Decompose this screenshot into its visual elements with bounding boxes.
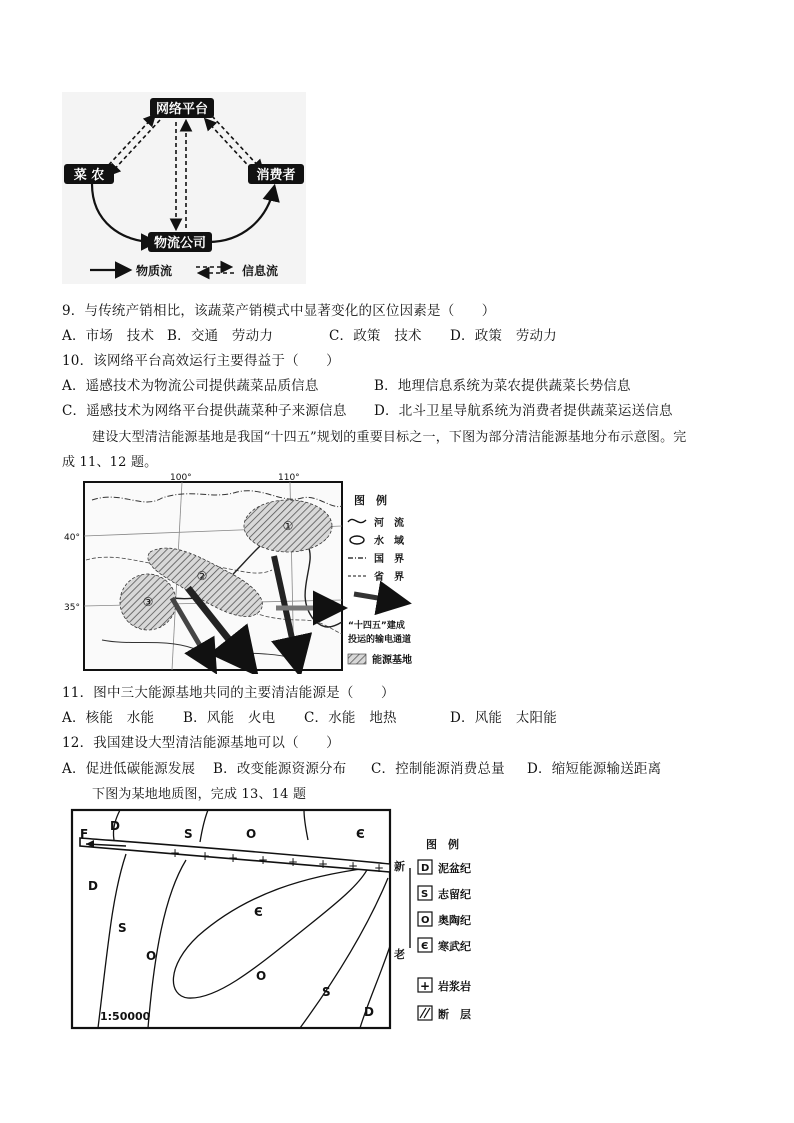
legend-material: 物质流 [136,264,173,278]
legend-water-symbol [350,536,364,544]
intro-11-12-line2: 成 11、12 题。 [62,455,158,470]
geological-map [68,806,482,1034]
stratum-label-3: O [246,827,257,841]
energy-base-label-2: ② [196,569,208,583]
q11-option-a: A．核能 水能 [62,710,155,726]
energy-base-label-1: ① [282,519,294,533]
material-flow-logistics-consumer [208,188,274,242]
legend-base: 能源基地 [372,655,412,666]
legend-province-border: 省 界 [374,572,404,583]
legend-transmission-line2: 投运的输电通道 [348,635,412,645]
q12-option-d: D．缩短能源输送距离 [527,761,662,777]
legend-sym-o: O [421,915,430,926]
info-flow-2 [110,120,160,174]
stratum-label-7: O [146,949,157,963]
fault-label: F [80,827,89,841]
vegetable-flow-diagram [62,92,306,284]
map-scale: 1:50000 [100,1010,151,1023]
geological-map-svg [68,806,482,1034]
stratum-label-5: D [88,879,98,893]
q12-option-b: B．改变能源资源分布 [213,761,347,777]
q9-option-d: D．政策 劳动力 [450,328,557,344]
igneous-plus-6: + [318,857,329,871]
legend-fault: 断 层 [438,1008,471,1021]
q10-option-a: A．遥感技术为物流公司提供蔬菜品质信息 [62,378,319,394]
q10-stem: 10．该网络平台高效运行主要得益于（ ） [62,353,340,369]
q11-option-d: D．风能 太阳能 [450,710,557,726]
map-legend-title: 图 例 [354,494,387,507]
q9-option-a: A．市场 技术 [62,328,155,344]
stratum-label-6: S [118,921,127,935]
stratum-label-10: S [322,985,331,999]
lat-35-label: 35° [64,603,80,613]
intro-13-14: 下图为某地地质图，完成 13、14 题 [92,787,307,802]
igneous-plus-7: + [348,859,359,873]
legend-transmission-line1: “十四五”建成 [348,621,405,631]
q10-option-c: C．遥感技术为网络平台提供蔬菜种子来源信息 [62,403,347,419]
igneous-plus-2: + [200,849,211,863]
legend-ordovician: 奥陶纪 [438,914,471,927]
lat-40-label: 40° [64,533,80,543]
legend-river-symbol [348,519,366,522]
info-flow-1 [104,116,154,170]
legend-sym-s: S [421,889,429,900]
legend-water: 水 域 [374,536,404,547]
q12-option-c: C．控制能源消费总量 [371,761,505,777]
q10-option-d: D．北斗卫星导航系统为消费者提供蔬菜运送信息 [374,403,673,419]
node-platform: 网络平台 [155,102,209,117]
legend-sym-d: D [421,863,430,874]
igneous-plus-8: + [374,861,385,875]
legend-sym-e: Є [421,941,429,952]
node-logistics: 物流公司 [153,236,207,251]
igneous-plus-3: + [228,851,239,865]
q9-option-c: C．政策 技术 [329,328,422,344]
map-legend [348,493,412,666]
geo-legend [394,837,471,1021]
q9-stem: 9．与传统产销相比，该蔬菜产销模式中显著变化的区位因素是（ ） [62,303,496,319]
energy-base-label-3: ③ [142,595,154,609]
legend-igneous-sym: + [420,979,431,993]
stratum-label-9: O [256,969,267,983]
igneous-plus-1: + [170,846,181,860]
legend-igneous: 岩浆岩 [438,980,471,993]
legend-transmission-symbol [354,594,402,602]
legend-national-border: 国 界 [374,554,404,565]
stratum-label-11: D [364,1005,374,1019]
stratum-label-1: D [110,819,120,833]
igneous-plus-4: + [258,853,269,867]
q11-option-b: B．风能 火电 [183,710,276,726]
node-consumer: 消费者 [256,168,296,183]
material-flow-farmer-logistics [92,184,154,242]
legend-cambrian: 寒武纪 [438,940,471,953]
q11-stem: 11．图中三大能源基地共同的主要清洁能源是（ ） [62,685,395,701]
q12-stem: 12．我国建设大型清洁能源基地可以（ ） [62,735,340,751]
q9-option-b: B．交通 劳动力 [167,328,274,344]
legend-silurian: 志留纪 [438,888,471,901]
stratum-label-8: Є [254,905,263,919]
stratum-label-4: Є [356,827,365,841]
lon-110-label: 110° [278,473,300,483]
q11-option-c: C．水能 地热 [304,710,397,726]
igneous-plus-5: + [288,855,299,869]
q10-option-b: B．地理信息系统为菜农提供蔬菜长势信息 [374,378,631,394]
stratum-label-2: S [184,827,193,841]
legend-new: 新 [394,860,405,873]
node-farmer: 菜 农 [73,168,105,183]
legend-old: 老 [394,948,405,961]
energy-map-svg [62,470,420,674]
lon-100-label: 100° [170,473,192,483]
legend-info: 信息流 [242,264,279,278]
energy-base-map [62,470,420,674]
info-flow-3 [212,116,262,170]
legend-base-symbol [348,654,366,664]
q12-option-a: A．促进低碳能源发展 [62,761,196,777]
legend-river: 河 流 [374,518,404,529]
legend-devonian: 泥盆纪 [438,862,471,875]
geo-legend-title: 图 例 [426,838,459,851]
intro-11-12-line1: 建设大型清洁能源基地是我国“十四五”规划的重要目标之一，下图为部分清洁能源基地分布示意图。完 [92,430,687,445]
vegetable-flow-svg [62,92,306,284]
